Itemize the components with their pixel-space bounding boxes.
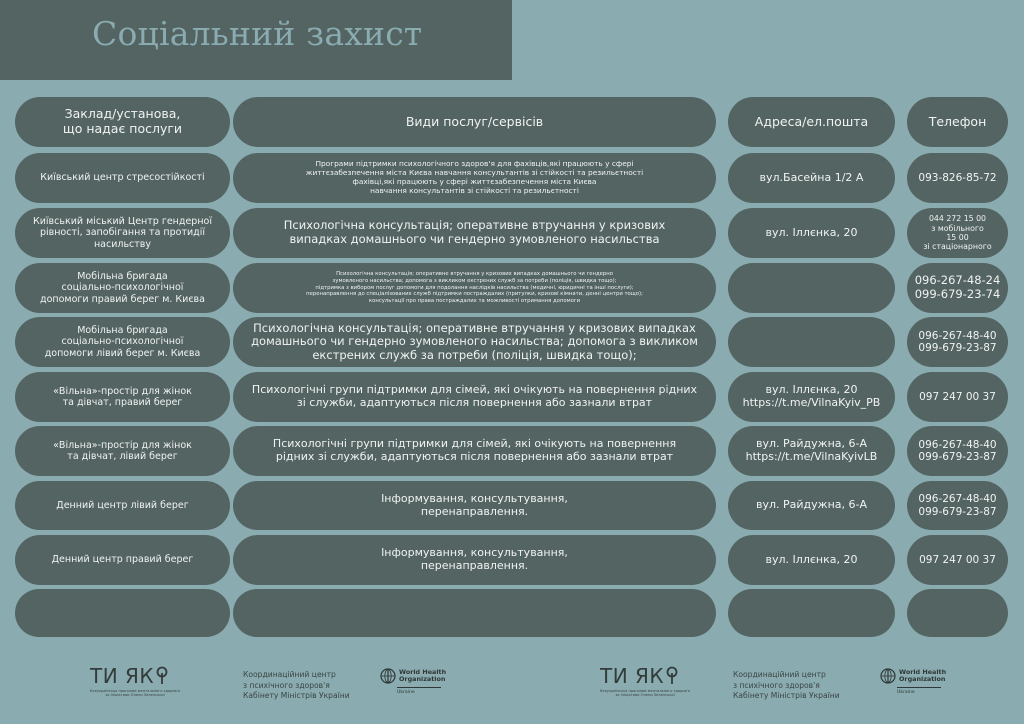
row-services: Психологічна консультація; оперативне втручання у кризових випадках домашнього чи гендерно зумовленого насильства; допомога з викликом екстрених служб за потреби (поліція, швидка тощо); bbox=[233, 317, 716, 367]
who-logo bbox=[880, 668, 960, 695]
row-phone-empty bbox=[907, 589, 1008, 637]
tiyak-logo-text: ТИ ЯК bbox=[90, 664, 155, 688]
row-institution: «Вільна»-простір для жінок та дівчат, лівий берег bbox=[15, 426, 230, 476]
who-emblem-icon bbox=[880, 668, 896, 684]
row-institution: Мобільна бригада соціально-психологічної допомоги лівий берег м. Києва bbox=[15, 317, 230, 367]
coordination-center-label: Координаційний центр з психічного здоров'я Кабінету Міністрів України bbox=[243, 670, 350, 701]
who-name: World Health Organization bbox=[399, 668, 447, 683]
row-institution: Денний центр лівий берег bbox=[15, 481, 230, 530]
coordination-center-label: Координаційний центр з психічного здоров'я Кабінету Міністрів України bbox=[733, 670, 840, 701]
row-services: Психологічна консультація; оперативне втручання у кризових випадках домашнього чи гендерно зумовленого насильства; допомога з викликом екстрених служб за потреби (поліція, швидка тощо); підтримка з вибором послуг допомоги для подолання наслідків насильства (медичні, юридичні та інші послуги); перенаправлення до спеціалізованих служб підтримки постраждалих (притулки, кризові кімнати, денні центри тощо); консультації про права постраждалих та можливості отримання допомоги bbox=[233, 263, 716, 313]
row-address bbox=[728, 317, 895, 367]
header-services: Види послуг/сервісів bbox=[233, 97, 716, 147]
row-phone[interactable]: 093-826-85-72 bbox=[907, 153, 1008, 203]
footer-logos-left bbox=[80, 664, 460, 704]
row-institution: Денний центр правий берег bbox=[15, 535, 230, 585]
who-country: Ukraine bbox=[897, 687, 941, 695]
row-services: Психологічні групи підтримки для сімей, які очікують на повернення рідних зі служби, адаптуються після повернення або зазнали втрат bbox=[233, 372, 716, 422]
row-institution: Київський міський Центр гендерної рівності, запобігання та протидії насильству bbox=[15, 208, 230, 258]
who-emblem-icon bbox=[380, 668, 396, 684]
row-services: Інформування, консультування, перенаправлення. bbox=[233, 535, 716, 585]
row-services: Психологічні групи підтримки для сімей, які очікують на повернення рідних зі служби, адаптуються після повернення або зазнали втрат bbox=[233, 426, 716, 476]
row-phone[interactable]: 097 247 00 37 bbox=[907, 535, 1008, 585]
row-institution: Київський центр стресостійкості bbox=[15, 153, 230, 203]
header-phone: Телефон bbox=[907, 97, 1008, 147]
row-services: Програми підтримки психологічного здоров'я для фахівців,які працюють у сфері життєзабезпечення міста Києва навчання консультантів зі стійкості та резильєтності фахівці,які працюють у сфері життєзабезпечення міста Києва навчання консультантів зі стійкості та резильєтності bbox=[233, 153, 716, 203]
row-institution: Мобільна бригада соціально-психологічної допомоги правий берег м. Києва bbox=[15, 263, 230, 313]
who-logo bbox=[380, 668, 460, 695]
row-phone[interactable]: 096-267-48-40 099-679-23-87 bbox=[907, 317, 1008, 367]
row-phone[interactable]: 096-267-48-24 099-679-23-74 bbox=[907, 263, 1008, 313]
row-institution-empty bbox=[15, 589, 230, 637]
key-icon bbox=[156, 666, 168, 686]
who-country: Ukraine bbox=[397, 687, 441, 695]
row-services-empty bbox=[233, 589, 716, 637]
row-address: вул. Іллєнка, 20 bbox=[728, 208, 895, 258]
row-phone[interactable]: 097 247 00 37 bbox=[907, 372, 1008, 422]
row-address: вул.Басейна 1/2 А bbox=[728, 153, 895, 203]
header-address: Адреса/ел.пошта bbox=[728, 97, 895, 147]
row-phone[interactable]: 096-267-48-40 099-679-23-87 bbox=[907, 426, 1008, 476]
title-banner bbox=[0, 0, 512, 80]
row-address[interactable]: вул. Райдужна, 6-А https://t.me/VilnaKyivLB bbox=[728, 426, 895, 476]
row-address-empty bbox=[728, 589, 895, 637]
footer-logos-right bbox=[590, 664, 970, 704]
row-address: вул. Райдужна, 6-А bbox=[728, 481, 895, 530]
tiyak-subtitle: Всеукраїнська програма ментального здоров'я за ініціативи Олени Зеленської bbox=[90, 689, 180, 697]
tiyak-subtitle: Всеукраїнська програма ментального здоров'я за ініціативи Олени Зеленської bbox=[600, 689, 690, 697]
row-services: Інформування, консультування, перенаправлення. bbox=[233, 481, 716, 530]
key-icon bbox=[666, 666, 678, 686]
row-address: вул. Іллєнка, 20 bbox=[728, 535, 895, 585]
row-institution: «Вільна»-простір для жінок та дівчат, правий берег bbox=[15, 372, 230, 422]
tiyak-logo bbox=[590, 664, 700, 697]
row-address[interactable]: вул. Іллєнка, 20 https://t.me/VilnaKyiv_PB bbox=[728, 372, 895, 422]
tiyak-logo bbox=[80, 664, 190, 697]
tiyak-logo-text: ТИ ЯК bbox=[600, 664, 665, 688]
row-address bbox=[728, 263, 895, 313]
row-phone[interactable]: 096-267-48-40 099-679-23-87 bbox=[907, 481, 1008, 530]
page-title: Соціальний захист bbox=[92, 14, 423, 53]
row-phone[interactable]: 044 272 15 00 з мобільного 15 00 зі стаціонарного bbox=[907, 208, 1008, 258]
who-name: World Health Organization bbox=[899, 668, 947, 683]
header-institution: Заклад/установа, що надає послуги bbox=[15, 97, 230, 147]
row-services: Психологічна консультація; оперативне втручання у кризових випадках домашнього чи гендерно зумовленого насильства bbox=[233, 208, 716, 258]
